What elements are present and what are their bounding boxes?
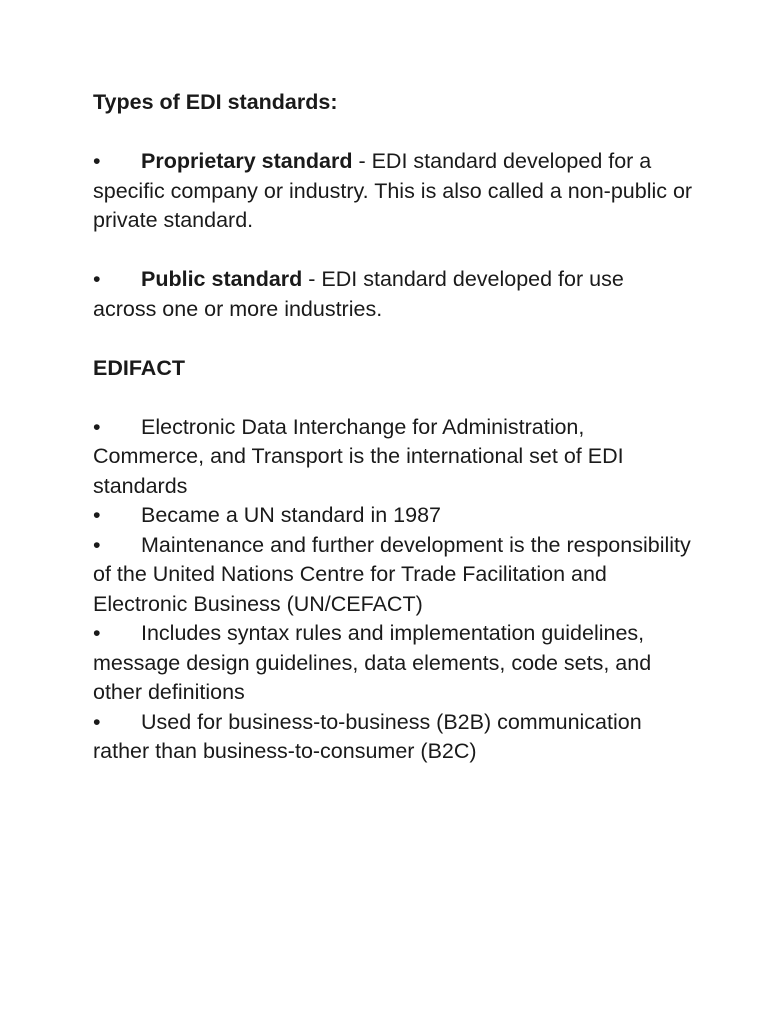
list-item-text: Used for business-to-business (B2B) communication rather than business-to-consumer (B2C) bbox=[93, 709, 642, 763]
list-item-text: Includes syntax rules and implementation guidelines, message design guidelines, data elements, code sets, and other definitions bbox=[93, 621, 652, 704]
list-item-text: Electronic Data Interchange for Administration, Commerce, and Transport is the international set of EDI standards bbox=[93, 414, 624, 498]
section-title-types: Types of EDI standards: bbox=[93, 90, 338, 114]
bullet-icon: • bbox=[93, 267, 101, 291]
document-page bbox=[93, 88, 693, 767]
bullet-icon: • bbox=[93, 149, 101, 173]
bullet-icon: • bbox=[93, 709, 101, 734]
list-item bbox=[93, 531, 693, 620]
definition-proprietary: - EDI standard developed for a specific company or industry. This is also called a non-public or private standard. bbox=[93, 149, 693, 232]
list-item-text: Maintenance and further development is the responsibility of the United Nations Centre for Trade Facilitation and Electronic Business (UN/CEFACT) bbox=[93, 532, 691, 616]
term-public: Public standard bbox=[141, 267, 303, 291]
list-item bbox=[93, 619, 693, 708]
definition-public: - EDI standard developed for use across one or more industries. bbox=[93, 267, 624, 321]
list-item bbox=[93, 413, 693, 502]
term-proprietary: Proprietary standard bbox=[141, 149, 353, 173]
list-item-proprietary bbox=[93, 147, 693, 236]
list-item-text: Became a UN standard in 1987 bbox=[141, 503, 441, 527]
list-item bbox=[93, 708, 693, 767]
bullet-icon: • bbox=[93, 414, 101, 439]
bullet-icon: • bbox=[93, 532, 101, 557]
list-item-public bbox=[93, 265, 693, 324]
list-item bbox=[93, 501, 693, 531]
section-title-edifact: EDIFACT bbox=[93, 355, 185, 380]
bullet-icon: • bbox=[93, 503, 101, 527]
bullet-icon: • bbox=[93, 621, 101, 645]
